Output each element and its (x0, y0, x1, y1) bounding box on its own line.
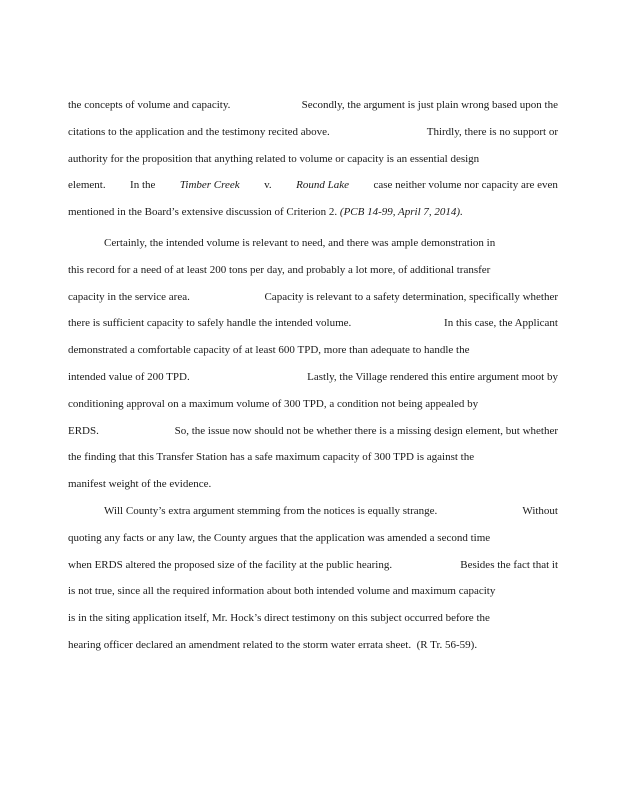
sentence: In the (130, 179, 156, 192)
sentence: Besides the fact that it (460, 558, 558, 571)
case-name: Timber Creek (179, 179, 240, 192)
sentence: v. (264, 179, 272, 192)
sentence: Capacity is relevant to a safety determination, specifically whether (264, 290, 558, 303)
sentence: conditioning approval on a maximum volume of 300 TPD, a condition not being appealed by (68, 397, 479, 410)
sentence: the concepts of volume and capacity. (68, 99, 231, 111)
text-line (68, 230, 558, 257)
text-line (68, 498, 558, 525)
sentence: quoting any facts or any law, the County argues that the application was amended a second time (68, 531, 491, 544)
text-line (68, 310, 558, 337)
sentence: Certainly, the intended volume is relevant to need, and there was ample demonstration in (104, 237, 496, 249)
text-line (68, 444, 558, 471)
sentence: capacity in the service area. (68, 290, 190, 303)
sentence: Will County’s extra argument stemming from the notices is equally strange. (104, 505, 438, 517)
citation: (R Tr. 56-59). (416, 638, 478, 651)
sentence: element. (68, 179, 106, 192)
sentence: is not true, since all the required information about both intended volume and maximum capacity (68, 585, 496, 598)
sentence: hearing officer declared an amendment related to the storm water errata sheet. (68, 638, 412, 651)
sentence: the finding that this Transfer Station has a safe maximum capacity of 300 TPD is against the (68, 451, 475, 464)
paragraph-2 (68, 230, 558, 498)
sentence: ERDS. (68, 424, 99, 437)
citation: (PCB 14-99, April 7, 2014). (339, 206, 463, 219)
text-line (68, 337, 558, 364)
text-line (68, 257, 558, 284)
sentence: citations to the application and the testimony recited above. (68, 125, 330, 138)
sentence: So, the issue now should not be whether there is a missing design element, but whether (174, 424, 558, 437)
sentence: Without (522, 505, 558, 517)
text-line (68, 632, 558, 659)
case-name: Round Lake (296, 179, 349, 192)
sentence: intended value of 200 TPD. (68, 370, 190, 383)
sentence: this record for a need of at least 200 tons per day, and probably a lot more, of additional transfer (68, 263, 491, 276)
text-line (68, 199, 558, 226)
sentence: case neither volume nor capacity are even (373, 179, 558, 192)
text-line (68, 525, 558, 552)
sentence: when ERDS altered the proposed size of the facility at the public hearing. (68, 558, 393, 571)
text-line (68, 552, 558, 579)
text-line (68, 172, 558, 199)
sentence: Lastly, the Village rendered this entire argument moot by (307, 370, 558, 383)
sentence: there is sufficient capacity to safely handle the intended volume. (68, 317, 352, 330)
text-line (68, 418, 558, 445)
sentence: demonstrated a comfortable capacity of at least 600 TPD, more than adequate to handle the (68, 344, 470, 357)
text-line (68, 92, 558, 119)
sentence: Thirdly, there is no support or (426, 125, 558, 138)
text-line (68, 146, 558, 173)
text-line (68, 471, 558, 498)
sentence: authority for the proposition that anything related to volume or capacity is an essential design (68, 152, 480, 165)
text-line (68, 364, 558, 391)
text-line (68, 391, 558, 418)
text-line (68, 284, 558, 311)
sentence: mentioned in the Board’s extensive discussion of Criterion 2. (68, 206, 338, 219)
sentence: manifest weight of the evidence. (68, 478, 212, 491)
sentence: Secondly, the argument is just plain wrong based upon the (301, 99, 558, 111)
sentence: In this case, the Applicant (444, 317, 558, 330)
sentence: is in the siting application itself, Mr. Hock’s direct testimony on this subject occurred before the (68, 612, 490, 625)
paragraph-3 (68, 498, 558, 659)
text-line (68, 119, 558, 146)
text-line (68, 578, 558, 605)
paragraph-1 (68, 92, 558, 226)
text-line (68, 605, 558, 632)
